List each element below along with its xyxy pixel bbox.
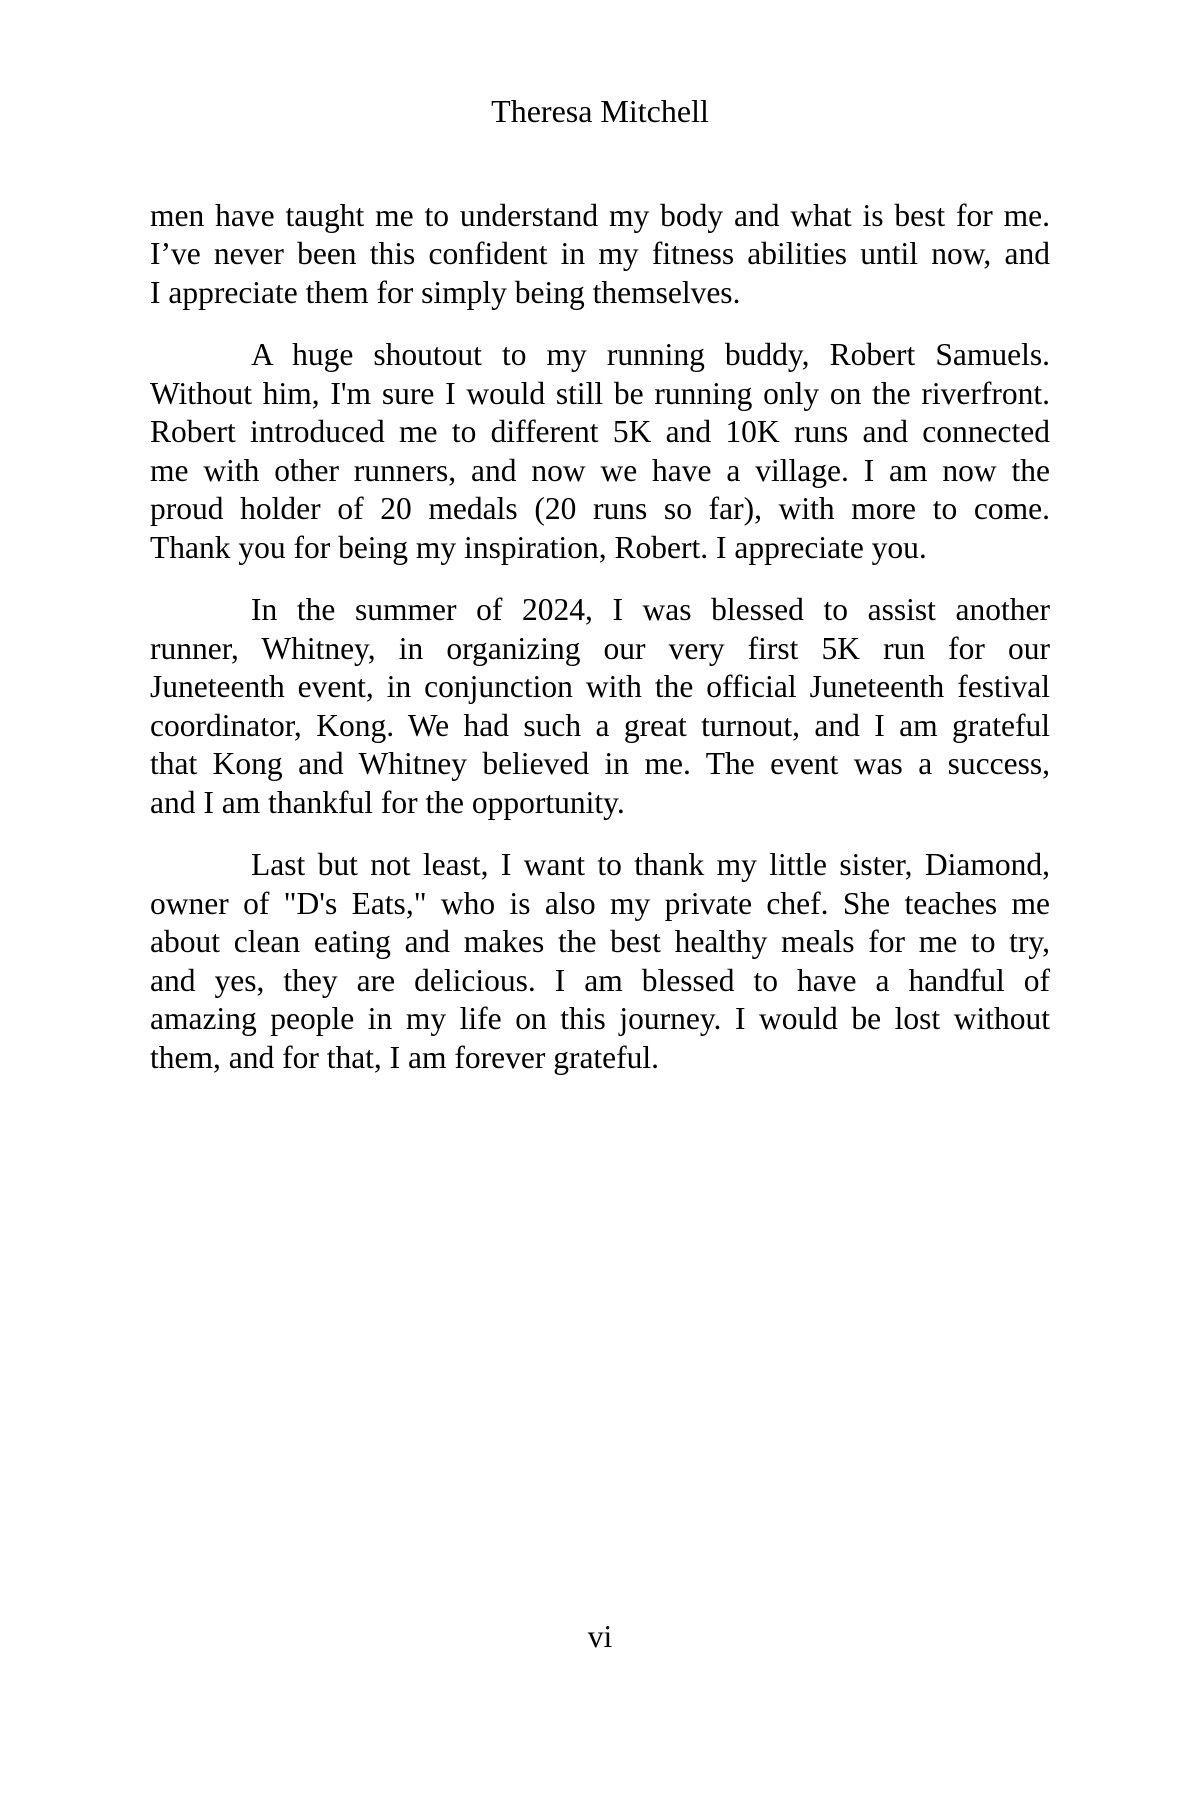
text-line: I’ve never been this confident in my fitness abilities until now, and — [150, 236, 1050, 271]
running-header: Theresa Mitchell — [491, 93, 709, 129]
text-line: them, and for that, I am forever grateful. — [150, 1039, 660, 1075]
text-line: I appreciate them for simply being themselves. — [150, 274, 741, 310]
text-line: men have taught me to understand my body and what is best for me. — [150, 197, 1050, 233]
page-body — [150, 197, 1050, 1078]
text-line: and yes, they are delicious. I am blessed to have a handful of — [150, 962, 1050, 998]
text-line: In the summer of 2024, I was blessed to assist another — [251, 592, 1050, 627]
text-line: runner, Whitney, in organizing our very first 5K run for our — [150, 630, 1050, 666]
paragraph-3 — [150, 591, 1050, 822]
text-line: that Kong and Whitney believed in me. The event was a success, — [150, 746, 1050, 781]
paragraph-1 — [150, 197, 1050, 313]
text-line: me with other runners, and now we have a village. I am now the — [150, 452, 1050, 488]
text-line: Without him, I'm sure I would still be running only on the riverfront. — [150, 375, 1050, 411]
text-line: Juneteenth event, in conjunction with the official Juneteenth festival — [150, 669, 1050, 704]
text-line: coordinator, Kong. We had such a great turnout, and I am grateful — [150, 707, 1050, 743]
page-number: vi — [587, 1619, 613, 1654]
text-line: and I am thankful for the opportunity. — [150, 784, 625, 820]
text-line: Robert introduced me to different 5K and 10K runs and connected — [150, 414, 1050, 449]
text-line: A huge shoutout to my running buddy, Robert Samuels. — [251, 337, 1050, 372]
paragraph-2 — [150, 336, 1050, 567]
paragraph-4 — [150, 846, 1050, 1077]
text-line: Thank you for being my inspiration, Robert. I appreciate you. — [150, 529, 927, 565]
text-line: Last but not least, I want to thank my little sister, Diamond, — [251, 847, 1050, 882]
text-line: proud holder of 20 medals (20 runs so far), with more to come. — [150, 491, 1050, 526]
text-line: owner of "D's Eats," who is also my private chef. She teaches me — [150, 885, 1050, 921]
text-line: amazing people in my life on this journey. I would be lost without — [150, 1001, 1050, 1036]
text-line: about clean eating and makes the best healthy meals for me to try, — [150, 924, 1050, 959]
